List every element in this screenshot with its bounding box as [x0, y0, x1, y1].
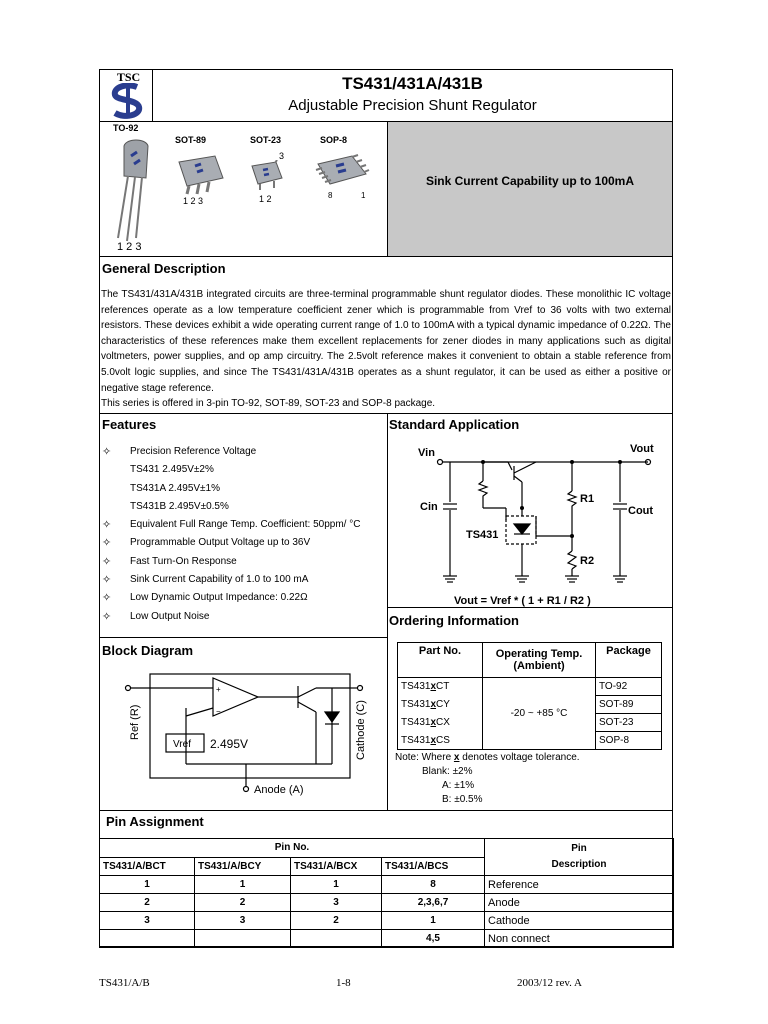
part-number: TS431xCS — [398, 732, 483, 750]
vin-label: Vin — [418, 447, 435, 459]
sot89-label: SOT-89 — [175, 135, 207, 145]
pin-assignment-heading: Pin Assignment — [106, 814, 204, 829]
package-cell: SOT-23 — [596, 714, 662, 732]
ordering-col-part: Part No. — [398, 643, 483, 678]
highlight-box — [388, 122, 672, 256]
pin-no-header: Pin No. — [100, 838, 485, 858]
block-diagram — [118, 668, 368, 800]
packages-bottom-rule — [99, 256, 673, 257]
bullet-icon: ✧ — [102, 519, 112, 532]
general-package-line: This series is offered in 3-pin TO-92, SOT-89, SOT-23 and SOP-8 package. — [101, 398, 436, 410]
bullet-icon: ✧ — [102, 555, 112, 568]
part-number: TS431xCT — [398, 678, 483, 696]
feature-item — [102, 443, 386, 461]
ts431-label: TS431 — [466, 529, 499, 541]
tsc-logo — [107, 71, 150, 119]
vout-label: Vout — [630, 443, 654, 455]
cathode-label: Cathode (C) — [355, 700, 367, 760]
ref-label: Ref (R) — [129, 704, 141, 740]
block-diagram-heading: Block Diagram — [102, 643, 194, 658]
logo-mark-icon — [107, 83, 150, 119]
features-bottom-rule — [99, 637, 387, 638]
bullet-icon: ✧ — [102, 537, 112, 550]
features-heading: Features — [102, 417, 157, 432]
feature-item — [102, 608, 386, 626]
pin-description-header: Pin Description — [485, 838, 674, 876]
col-bcx: TS431/A/BCX — [291, 858, 382, 876]
r1-label: R1 — [580, 493, 595, 505]
footer-right: 2003/12 rev. A — [517, 977, 582, 989]
formula-label: Vout = Vref * ( 1 + R1 / R2 ) — [454, 595, 591, 607]
vref-label: Vref — [173, 739, 191, 750]
to92-label: TO-92 — [113, 123, 139, 133]
features-list — [102, 443, 386, 626]
package-cell: TO-92 — [596, 678, 662, 696]
feature-item — [102, 534, 386, 552]
bullet-icon: ✧ — [102, 610, 112, 623]
note-a: A: ±1% — [442, 780, 475, 791]
feature-item — [102, 553, 386, 571]
ordering-col-temp: Operating Temp. (Ambient) — [483, 643, 596, 678]
svg-text:−: − — [216, 707, 221, 716]
footer-left: TS431/A/B — [99, 977, 150, 989]
package-cell: SOP-8 — [596, 732, 662, 750]
middle-bottom-rule — [99, 810, 673, 811]
feature-item — [102, 461, 386, 479]
feature-text: Equivalent Full Range Temp. Coefficient: 50ppm/ °C — [130, 519, 361, 531]
standard-app-bottom-rule — [387, 607, 673, 608]
sop8-pin1: 1 — [361, 191, 366, 200]
table-row: 3 3 2 1 Cathode — [100, 912, 674, 930]
package-cell: SOT-89 — [596, 696, 662, 714]
feature-text: Sink Current Capability of 1.0 to 100 mA — [130, 574, 309, 586]
feature-item — [102, 516, 386, 534]
to92-pins: 1 2 3 — [117, 241, 142, 253]
ordering-note: Note: Where x denotes voltage tolerance. Blank: ±2% A: ±1% B: ±0.5% — [395, 752, 580, 805]
ordering-table — [397, 642, 662, 750]
feature-text: Precision Reference Voltage — [130, 446, 257, 457]
note-blank: Blank: ±2% — [422, 766, 473, 777]
sot23-label: SOT-23 — [250, 135, 282, 145]
sot89-pins: 1 2 3 — [183, 196, 204, 206]
sot23-pins: 1 2 — [259, 194, 272, 204]
anode-label: Anode (A) — [254, 784, 304, 796]
feature-item — [102, 480, 386, 498]
temp-range: -20 ~ +85 °C — [483, 678, 596, 750]
sop8-label: SOP-8 — [320, 135, 348, 145]
highlight-text: Sink Current Capability up to 100mA — [425, 174, 635, 188]
table-row: 4,5 Non connect — [100, 930, 674, 948]
sop8-pin8: 8 — [328, 191, 333, 200]
sot23-pin3: 3 — [279, 151, 285, 161]
bullet-icon: ✧ — [102, 592, 112, 605]
general-description-text — [101, 287, 671, 412]
table-row — [398, 678, 662, 696]
svg-text:+: + — [216, 685, 221, 694]
middle-divider — [387, 413, 388, 810]
feature-item — [102, 589, 386, 607]
standard-application-circuit — [410, 436, 660, 608]
col-bcs: TS431/A/BCS — [382, 858, 485, 876]
feature-item — [102, 498, 386, 516]
page-title: TS431/431A/431B — [342, 74, 483, 93]
logo-text: TSC — [116, 70, 141, 84]
note-b: B: ±0.5% — [442, 794, 483, 805]
part-number: TS431xCX — [398, 714, 483, 732]
ordering-heading: Ordering Information — [389, 613, 519, 628]
ordering-col-package: Package — [596, 643, 662, 678]
to92-package-icon — [112, 138, 162, 243]
page-subtitle: Adjustable Precision Shunt Regulator — [288, 97, 537, 114]
sot23-package-icon — [248, 160, 284, 192]
general-paragraph: The TS431/431A/431B integrated circuits are three-terminal programmable shunt regulator diodes. These monolithic IC voltage references operate as a low temperature coefficient zener which is programmable from Vref to 36 volts with two external resistors. These devices exhibit a wide operating current range of 1.0 to 100mA with a typical dynamic impedance of 0.22Ω. The characteristics of these references make them excellent replacements for zener diodes in many applications such as digital voltmeters, power supplies, and op amp circuitry. The 2.5volt reference makes it convenient to obtain a stable reference from 5.0volt logic supplies, and since The TS431/431A/431B operates as a shunt regulator, it can be used as either a positive or negative stage reference. — [101, 289, 671, 394]
feature-text: TS431 2.495V±2% — [130, 464, 214, 476]
cin-label: Cin — [420, 501, 438, 513]
part-number: TS431xCY — [398, 696, 483, 714]
feature-item — [102, 571, 386, 589]
feature-text: Programmable Output Voltage up to 36V — [130, 537, 311, 549]
general-bottom-rule — [99, 413, 673, 414]
col-bcy: TS431/A/BCY — [195, 858, 291, 876]
vref-value: 2.495V — [210, 737, 249, 751]
col-bct: TS431/A/BCT — [100, 858, 195, 876]
feature-text: TS431B 2.495V±0.5% — [130, 500, 229, 512]
pin-assignment-table — [99, 838, 674, 948]
bullet-icon: ✧ — [102, 446, 112, 458]
r2-label: R2 — [580, 555, 595, 567]
table-row: 2 2 3 2,3,6,7 Anode — [100, 894, 674, 912]
table-row: 1 1 1 8 Reference — [100, 876, 674, 894]
standard-application-heading: Standard Application — [389, 417, 520, 432]
sot89-package-icon — [175, 150, 225, 196]
bullet-icon: ✧ — [102, 574, 112, 587]
sop8-package-icon — [312, 150, 370, 194]
feature-text: TS431A 2.495V±1% — [130, 482, 220, 494]
feature-text: Fast Turn-On Response — [130, 555, 237, 567]
footer-page: 1-8 — [336, 977, 351, 989]
general-description-heading: General Description — [102, 261, 226, 276]
feature-text: Low Output Noise — [130, 610, 210, 622]
feature-text: Low Dynamic Output Impedance: 0.22Ω — [130, 592, 308, 604]
cout-label: Cout — [628, 505, 654, 517]
